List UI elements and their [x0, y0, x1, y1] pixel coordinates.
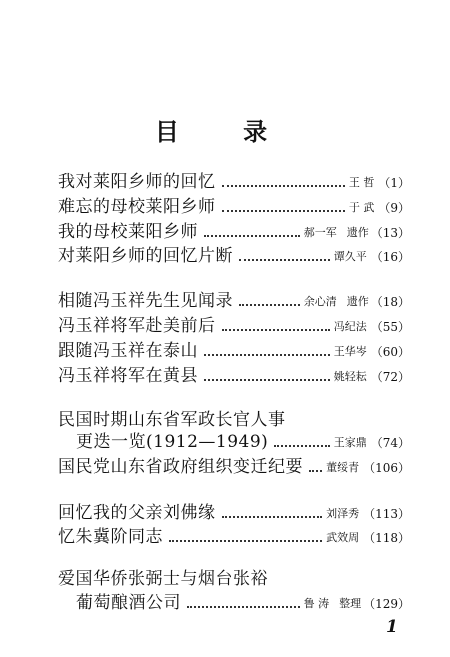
- dot-leader: [222, 185, 345, 187]
- dot-leader: [274, 445, 329, 447]
- dot-leader: [222, 516, 323, 518]
- toc-title: 目 录: [154, 117, 296, 146]
- toc-entry[interactable]: [58, 244, 410, 266]
- entry-title: 回忆我的父亲刘佛缘: [58, 503, 216, 523]
- entry-title: 更迭一览(1912—1949): [76, 432, 269, 452]
- entry-title-line1[interactable]: 爱国华侨张弼士与烟台张裕: [58, 569, 268, 589]
- toc-entry[interactable]: [58, 220, 410, 242]
- entry-page: （16）: [370, 250, 410, 264]
- toc-entry[interactable]: [58, 455, 410, 477]
- dot-leader: [204, 354, 330, 356]
- toc-entry[interactable]: [58, 364, 410, 386]
- entry-author: 王家鼎: [333, 436, 367, 449]
- toc-entry[interactable]: [58, 195, 410, 217]
- entry-page: （106）: [363, 461, 410, 475]
- entry-title: 国民党山东省政府组织变迁纪要: [58, 457, 303, 477]
- toc-entry[interactable]: [58, 339, 410, 361]
- dot-leader: [204, 379, 330, 381]
- page-number: 1: [386, 617, 398, 637]
- entry-author: 冯纪法: [333, 320, 367, 333]
- dot-leader: [187, 606, 300, 608]
- entry-page: （9）: [378, 201, 410, 215]
- dot-leader: [222, 329, 330, 331]
- entry-title: 我的母校莱阳乡师: [58, 222, 198, 242]
- entry-author: 刘泽秀: [326, 507, 360, 520]
- entry-page: （1）: [378, 176, 410, 190]
- entry-title: 忆朱冀阶同志: [58, 527, 163, 547]
- dot-leader: [222, 210, 345, 212]
- entry-page: （13）: [370, 226, 410, 240]
- entry-author: 郝一军: [303, 226, 337, 239]
- dot-leader: [204, 235, 300, 237]
- entry-note: 遗作: [346, 226, 369, 239]
- entry-page: （74）: [370, 436, 410, 450]
- entry-note: 遗作: [346, 295, 369, 308]
- entry-page: （113）: [363, 507, 410, 521]
- entry-note: 整理: [339, 597, 362, 610]
- entry-author: 余心清: [303, 295, 337, 308]
- toc-entry[interactable]: [58, 314, 410, 336]
- entry-title: 葡萄酿酒公司: [76, 593, 181, 613]
- entry-title: 冯玉祥将军赴美前后: [58, 316, 216, 336]
- entry-author: 武效周: [326, 531, 360, 544]
- toc-entry[interactable]: [76, 591, 410, 613]
- entry-title: 跟随冯玉祥在泰山: [58, 341, 198, 361]
- entry-page: （60）: [370, 345, 410, 359]
- entry-author: 于 武: [348, 201, 375, 214]
- entry-title: 我对莱阳乡师的回忆: [58, 172, 216, 192]
- entry-title: 难忘的母校莱阳乡师: [58, 197, 216, 217]
- toc-entry[interactable]: [58, 525, 410, 547]
- entry-author: 董绥青: [326, 461, 360, 474]
- toc-entry[interactable]: [76, 430, 410, 452]
- toc-entry[interactable]: [58, 501, 410, 523]
- entry-title: 对莱阳乡师的回忆片断: [58, 246, 233, 266]
- entry-page: （72）: [370, 370, 410, 384]
- entry-author: 王华岑: [333, 345, 367, 358]
- entry-page: （118）: [363, 531, 410, 545]
- entry-page: （18）: [370, 295, 410, 309]
- dot-leader: [239, 259, 330, 261]
- toc-entry[interactable]: [58, 170, 410, 192]
- dot-leader: [239, 304, 300, 306]
- entry-title-line1[interactable]: 民国时期山东省军政长官人事: [58, 410, 286, 430]
- entry-title: 冯玉祥将军在黄县: [58, 366, 198, 386]
- entry-title: 相随冯玉祥先生见闻录: [58, 291, 233, 311]
- entry-author: 鲁 涛: [303, 597, 330, 610]
- dot-leader: [169, 540, 322, 542]
- entry-author: 姚轻耘: [333, 370, 367, 383]
- entry-page: （55）: [370, 320, 410, 334]
- entry-author: 谭久平: [333, 250, 367, 263]
- dot-leader: [309, 470, 322, 472]
- toc-entry[interactable]: [58, 289, 410, 311]
- entry-author: 王 哲: [348, 176, 375, 189]
- entry-page: （129）: [363, 597, 410, 611]
